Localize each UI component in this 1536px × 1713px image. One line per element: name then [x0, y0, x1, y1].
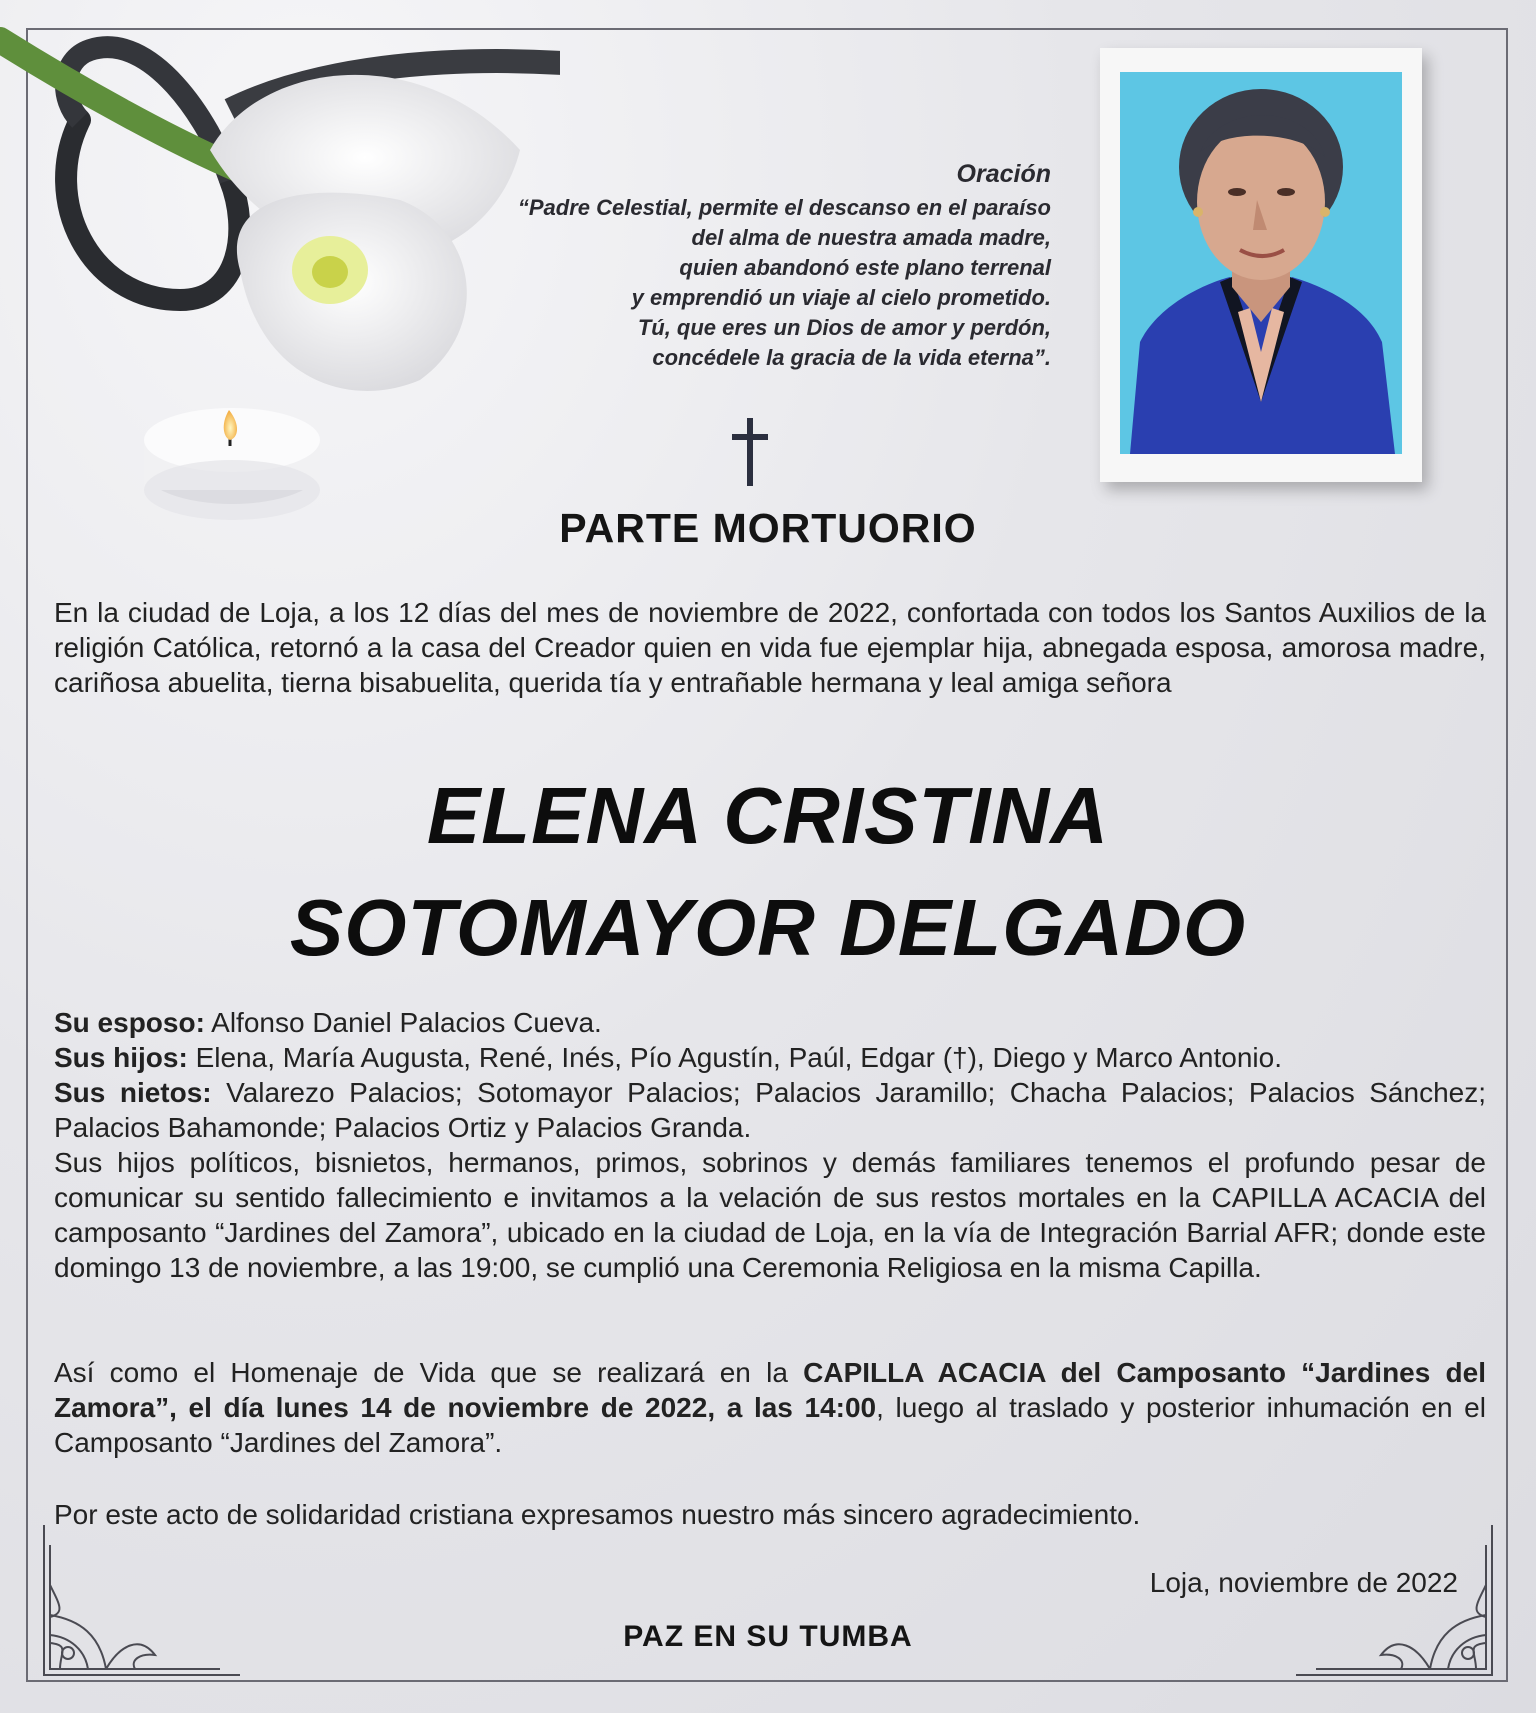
prayer-line: concédele la gracia de la vida eterna”.: [652, 345, 1051, 370]
prayer-title: Oración: [956, 160, 1051, 188]
prayer-line: quien abandonó este plano terrenal: [679, 255, 1051, 280]
homage-text: Así como el Homenaje de Vida que se realizará en la: [54, 1357, 804, 1388]
announcement-paragraph: Sus hijos políticos, bisnietos, hermanos, primos, sobrinos y demás familiares tenemos el profundo pesar de comunicar su sentido fallecimiento e invitamos a la velación de sus restos mortales en la CAPILLA ACACIA del camposanto “Jardines del Zamora”, ubicado en la ciudad de Loja, en la vía de Integración Barrial AFR; donde este domingo 13 de noviembre, a las 19:00, se cumplió una Ceremonia Religiosa en la misma Capilla.: [54, 1147, 1486, 1283]
homage-paragraph: [54, 1355, 1486, 1460]
children-line: [54, 1040, 1486, 1075]
deceased-name-first: ELENA CRISTINA: [426, 771, 1110, 860]
family-section: [54, 1005, 1486, 1285]
grandchildren-names: Valarezo Palacios; Sotomayor Palacios; Palacios Jaramillo; Chacha Palacios; Palacios Sánchez; Palacios Bahamonde; Palacios Ortiz y Palacios Granda.: [54, 1077, 1486, 1143]
closing-line: PAZ EN SU TUMBA: [623, 1620, 913, 1653]
spouse-line: [54, 1005, 1486, 1040]
corner-ornament-left: [40, 1525, 240, 1680]
homage-text-end: , luego al traslado y posterior inhumación en el Camposanto “Jardines del Zamora”.: [54, 1392, 1486, 1458]
prayer-line: Tú, que eres un Dios de amor y perdón,: [637, 315, 1051, 340]
children-names: Elena, María Augusta, René, Inés, Pío Agustín, Paúl, Edgar (†), Diego y Marco Antonio.: [187, 1042, 1282, 1073]
grandchildren-label: Sus nietos:: [54, 1077, 212, 1108]
lily-candle-decoration: [0, 0, 560, 560]
prayer-line: y emprendió un viaje al cielo prometido.: [631, 285, 1051, 310]
notice-title: PARTE MORTUORIO: [559, 505, 977, 551]
homage-location-datetime: CAPILLA ACACIA del Camposanto “Jardines del Zamora”, el día lunes 14 de noviembre de 2022, a las 14:00: [54, 1357, 1487, 1423]
portrait-illustration: [1120, 72, 1402, 454]
prayer-block: [491, 160, 1051, 373]
intro-paragraph: En la ciudad de Loja, a los 12 días del mes de noviembre de 2022, confortada con todos los Santos Auxilios de la religión Católica, retornó a la casa del Creador quien en vida fue ejemplar hija, abnegada esposa, amorosa madre, cariñosa abuelita, tierna bisabuelita, querida tía y entrañable hermana y leal amiga señora: [54, 597, 1486, 698]
spouse-label: Su esposo:: [54, 1007, 205, 1038]
prayer-line: del alma de nuestra amada madre,: [691, 225, 1051, 250]
cross-icon: [728, 418, 772, 486]
portrait-photo: [1120, 72, 1402, 454]
prayer-line: “Padre Celestial, permite el descanso en el paraíso: [517, 195, 1051, 220]
children-label: Sus hijos:: [54, 1042, 188, 1073]
thanks-paragraph: Por este acto de solidaridad cristiana expresamos nuestro más sincero agradecimiento.: [54, 1499, 1141, 1530]
corner-ornament-right: [1296, 1525, 1496, 1680]
deceased-name-last: SOTOMAYOR DELGADO: [289, 883, 1247, 972]
place-date: Loja, noviembre de 2022: [1149, 1567, 1458, 1598]
spouse-name: Alfonso Daniel Palacios Cueva.: [204, 1007, 602, 1038]
grandchildren-line: [54, 1075, 1486, 1145]
portrait-frame: [1100, 48, 1422, 482]
